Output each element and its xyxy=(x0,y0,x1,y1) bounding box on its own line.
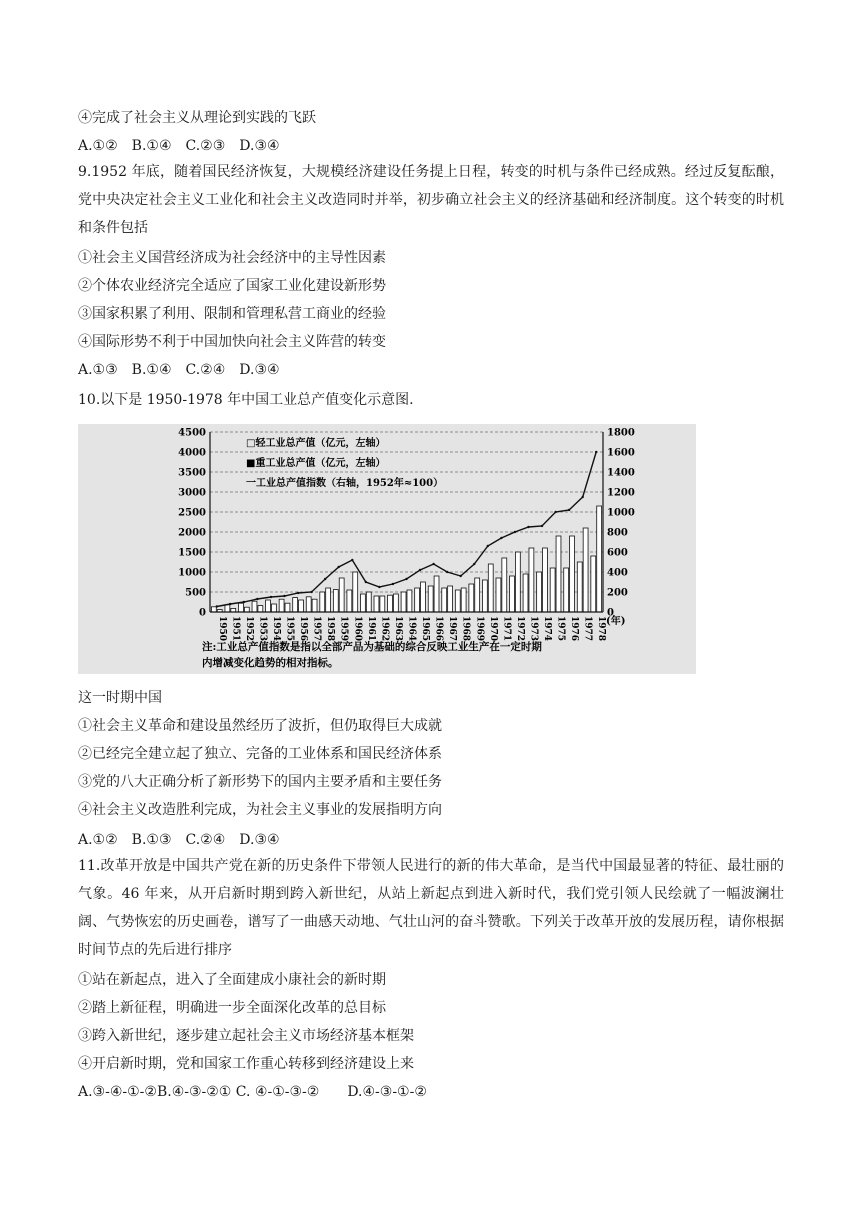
bar-light-industry xyxy=(401,592,406,612)
bar-light-industry xyxy=(564,568,569,612)
q9-option-2: ②个体农业经济完全适应了国家工业化建设新形势 xyxy=(78,278,386,294)
q10-option-4: ④社会主义改造胜利完成，为社会主义事业的发展指明方向 xyxy=(78,802,442,818)
prev-answers: A.①② B.①④ C.②③ D.③④ xyxy=(78,138,280,154)
bar-light-industry xyxy=(360,594,365,612)
q9-stem: 9.1952 年底，随着国民经济恢复，大规模经济建设任务提上日程，转变的时机与条件已经成熟。经过反复酝酿，党中央决定社会主义工业化和社会主义改造同时并举，初步确立社会主义的经济基础和经济制度。这个转变的时机和条件包括 xyxy=(78,164,784,236)
bar-light-industry xyxy=(415,588,420,612)
x-tick-label: 1951 xyxy=(230,616,241,642)
y-tick-right: 800 xyxy=(607,527,628,539)
bar-heavy-industry xyxy=(597,506,602,612)
bar-heavy-industry xyxy=(353,572,358,612)
bar-light-industry xyxy=(510,576,515,612)
q9-answers: A.①③ B.①④ C.②④ D.③④ xyxy=(78,362,280,378)
x-tick-label: 1962 xyxy=(379,616,390,642)
bar-light-industry xyxy=(428,586,433,612)
y-tick-right: 1600 xyxy=(607,447,635,459)
y-tick-left: 1000 xyxy=(178,567,206,579)
bar-light-industry xyxy=(306,597,311,612)
q11-answers: A.③-④-①-②B.④-③-②① C. ④-①-③-② D.④-③-①-② xyxy=(78,1084,427,1100)
bar-light-industry xyxy=(225,605,230,612)
bar-light-industry xyxy=(482,580,487,612)
x-tick-label: 1952 xyxy=(243,616,254,642)
bar-light-industry xyxy=(469,584,474,612)
x-tick-label: 1965 xyxy=(420,616,431,642)
y-tick-right: 400 xyxy=(607,567,628,579)
bar-heavy-industry xyxy=(258,606,263,612)
y-tick-right: 1200 xyxy=(607,487,635,499)
prev-option-4: ④完成了社会主义从理论到实践的飞跃 xyxy=(78,110,316,126)
legend-index: 一工业总产值指数（右轴，1952年≈100） xyxy=(246,478,444,489)
industry-output-chart xyxy=(78,424,696,674)
y-tick-left: 4000 xyxy=(178,447,206,459)
bar-light-industry xyxy=(537,572,542,612)
bar-light-industry xyxy=(496,578,501,612)
x-tick-label: 1964 xyxy=(406,616,417,642)
y-tick-left: 3000 xyxy=(178,487,206,499)
x-tick-label: 1950 xyxy=(216,616,227,642)
x-tick-label: 1973 xyxy=(528,616,539,642)
y-tick-right: 1400 xyxy=(607,467,635,479)
chart-note-line-1: 注:工业总产值指数是指以全部产品为基础的综合反映工业生产在一定时期 xyxy=(202,641,542,653)
x-tick-label: 1978 xyxy=(596,616,607,642)
bar-heavy-industry xyxy=(407,590,412,612)
x-tick-label: 1974 xyxy=(542,616,553,642)
bar-heavy-industry xyxy=(529,548,534,612)
bar-heavy-industry xyxy=(380,596,385,612)
x-tick-label: 1955 xyxy=(284,616,295,642)
y-tick-left: 1500 xyxy=(178,547,206,559)
x-tick-label: 1954 xyxy=(270,616,281,642)
chart-note-line-2: 内增减变化趋势的相对指标。 xyxy=(202,657,339,669)
bar-heavy-industry xyxy=(421,582,426,612)
bar-light-industry xyxy=(550,568,555,612)
legend-light-industry: □轻工业总产值（亿元，左轴） xyxy=(246,438,386,449)
x-tick-label: 1961 xyxy=(365,616,376,642)
q11-stem: 11.改革开放是中国共产党在新的历史条件下带领人民进行的新的伟大革命，是当代中国最显著的特征、最壮丽的气象。46 年来，从开启新时期到跨入新世纪，从站上新起点到进入新时代，我们党引领人民绘就了一幅波澜壮阔、气势恢宏的历史画卷，谱写了一曲感天动地、气壮山河的奋斗赞歌。下列关于改革开放的发展历程，请你根据时间节点的先后进行排序 xyxy=(78,858,784,958)
bar-heavy-industry xyxy=(434,576,439,612)
y-tick-right: 0 xyxy=(607,607,614,619)
q11-option-1: ①站在新起点，进入了全面建成小康社会的新时期 xyxy=(78,972,386,988)
legend-heavy-industry: ■重工业总产值（亿元，左轴） xyxy=(246,458,386,469)
y-tick-left: 500 xyxy=(185,587,206,599)
x-tick-label: 1967 xyxy=(447,616,458,642)
q10-after-chart: 这一时期中国 xyxy=(78,690,162,706)
y-tick-left: 0 xyxy=(199,607,206,619)
q9-option-3: ③国家积累了利用、限制和管理私营工商业的经验 xyxy=(78,306,386,322)
q10-option-3: ③党的八大正确分析了新形势下的国内主要矛盾和主要任务 xyxy=(78,774,442,790)
bar-heavy-industry xyxy=(475,578,480,612)
bar-light-industry xyxy=(374,596,379,612)
bar-heavy-industry xyxy=(366,592,371,612)
bar-light-industry xyxy=(239,603,244,612)
bar-heavy-industry xyxy=(271,604,276,612)
bar-light-industry xyxy=(252,601,257,612)
y-tick-left: 4500 xyxy=(178,427,206,439)
y-tick-right: 1800 xyxy=(607,427,635,439)
bar-light-industry xyxy=(320,592,325,612)
bar-light-industry xyxy=(591,556,596,612)
x-tick-label: 1968 xyxy=(460,616,471,642)
y-tick-right: 600 xyxy=(607,547,628,559)
y-tick-right: 200 xyxy=(607,587,628,599)
bar-light-industry xyxy=(347,590,352,612)
q10-stem: 10.以下是 1950-1978 年中国工业总产值变化示意图. xyxy=(78,392,414,408)
bar-heavy-industry xyxy=(556,536,561,612)
bar-heavy-industry xyxy=(502,558,507,612)
bar-light-industry xyxy=(279,599,284,612)
y-tick-right: 1000 xyxy=(607,507,635,519)
bar-heavy-industry xyxy=(570,536,575,612)
x-tick-label: 1969 xyxy=(474,616,485,642)
x-tick-label: 1963 xyxy=(392,616,403,642)
x-tick-label: 1953 xyxy=(257,616,268,642)
x-tick-label: 1971 xyxy=(501,616,512,642)
x-tick-label: 1957 xyxy=(311,616,322,642)
q10-answers: A.①② B.①③ C.②④ D.③④ xyxy=(78,832,280,848)
bar-heavy-industry xyxy=(285,603,290,612)
q10-option-2: ②已经完全建立起了独立、完备的工业体系和国民经济体系 xyxy=(78,746,442,762)
q9-option-1: ①社会主义国营经济成为社会经济中的主导性因素 xyxy=(78,250,386,266)
bar-heavy-industry xyxy=(339,578,344,612)
x-tick-label: 1975 xyxy=(555,616,566,642)
x-tick-label: 1958 xyxy=(325,616,336,642)
y-tick-left: 2000 xyxy=(178,527,206,539)
bar-light-industry xyxy=(211,607,216,612)
x-tick-label: 1960 xyxy=(352,616,363,642)
y-tick-left: 3500 xyxy=(178,467,206,479)
q11-option-4: ④开启新时期，党和国家工作重心转移到经济建设上来 xyxy=(78,1056,414,1072)
bar-heavy-industry xyxy=(244,607,249,612)
bar-heavy-industry xyxy=(393,594,398,612)
bar-heavy-industry xyxy=(583,528,588,612)
x-tick-label: 1956 xyxy=(298,616,309,642)
bar-heavy-industry xyxy=(488,564,493,612)
bar-light-industry xyxy=(333,590,338,612)
q9-option-4: ④国际形势不利于中国加快向社会主义阵营的转变 xyxy=(78,334,386,350)
bar-light-industry xyxy=(442,588,447,612)
bar-light-industry xyxy=(293,598,298,612)
bar-heavy-industry xyxy=(299,600,304,612)
x-tick-label: 1977 xyxy=(582,616,593,642)
x-unit-label: (年) xyxy=(606,616,626,627)
bar-light-industry xyxy=(455,590,460,612)
q11-option-3: ③跨入新世纪，逐步建立起社会主义市场经济基本框架 xyxy=(78,1028,414,1044)
bar-heavy-industry xyxy=(448,586,453,612)
bar-light-industry xyxy=(523,574,528,612)
x-tick-label: 1970 xyxy=(487,616,498,642)
q11-option-2: ②踏上新征程，明确进一步全面深化改革的总目标 xyxy=(78,1000,386,1016)
bar-heavy-industry xyxy=(543,548,548,612)
y-tick-left: 2500 xyxy=(178,507,206,519)
x-tick-label: 1966 xyxy=(433,616,444,642)
x-tick-label: 1959 xyxy=(338,616,349,642)
bar-heavy-industry xyxy=(515,552,520,612)
x-tick-label: 1976 xyxy=(569,616,580,642)
q10-option-1: ①社会主义革命和建设虽然经历了波折，但仍取得巨大成就 xyxy=(78,718,442,734)
bar-light-industry xyxy=(388,595,393,612)
x-tick-label: 1972 xyxy=(514,616,525,642)
bar-light-industry xyxy=(266,600,271,612)
bar-light-industry xyxy=(577,562,582,612)
bar-heavy-industry xyxy=(312,599,317,612)
bar-heavy-industry xyxy=(326,588,331,612)
bar-heavy-industry xyxy=(461,588,466,612)
